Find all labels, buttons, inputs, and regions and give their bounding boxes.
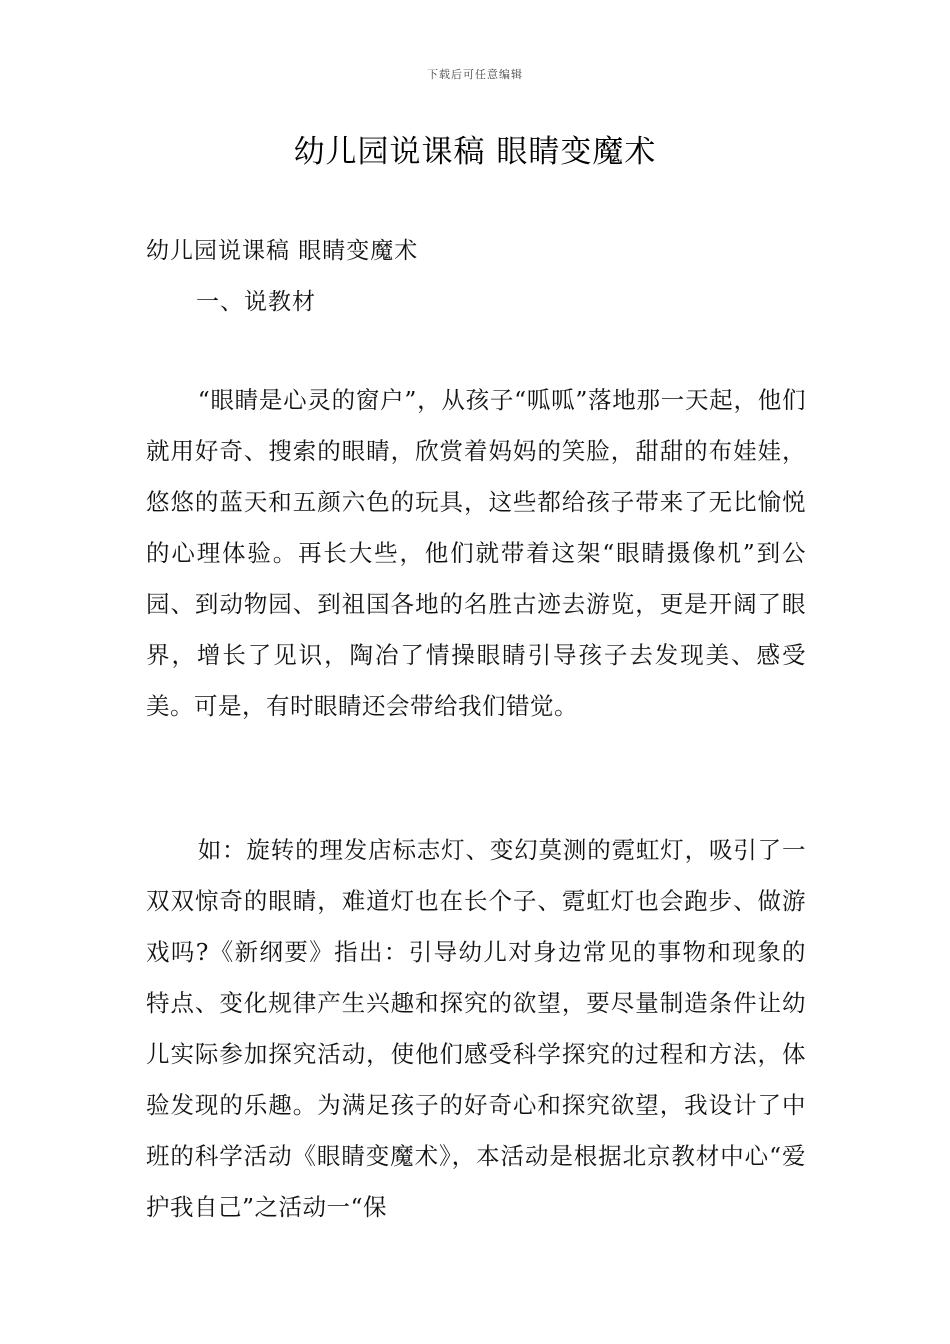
body-paragraph-2: 如：旋转的理发店标志灯、变幻莫测的霓虹灯，吸引了一双双惊奇的眼睛，难道灯也在长个子、霓虹灯也会跑步、做游戏吗?《新纲要》指出：引导幼儿对身边常见的事物和现象的特点、变化规律产生兴趣和探究的欲望，要尽量制造条件让幼儿实际参加探究活动，使他们感受科学探究的过程和方法，体验发现的乐趣。为满足孩子的好奇心和探究欲望，我设计了中班的科学活动《眼睛变魔术》，本活动是根据北京教材中心“爱护我自己”之活动一“保 xyxy=(146,836,806,1221)
body-paragraph-1: “眼睛是心灵的窗户”，从孩子“呱呱”落地那一天起，他们就用好奇、搜索的眼睛，欣赏着妈妈的笑脸，甜甜的布娃娃，悠悠的蓝天和五颜六色的玩具，这些都给孩子带来了无比愉悦的心理体验。再长大些，他们就带着这架“眼睛摄像机”到公园、到动物园、到祖国各地的名胜古迹去游览，更是开阔了眼界，增长了见识，陶冶了情操眼睛引导孩子去发现美、感受美。可是，有时眼睛还会带给我们错觉。 xyxy=(146,386,806,720)
document-title: 幼儿园说课稿 眼睛变魔术 xyxy=(293,134,657,170)
document-subtitle: 幼儿园说课稿 眼睛变魔术 xyxy=(146,238,419,264)
section-heading: 一、说教材 xyxy=(196,289,316,315)
header-note: 下载后可任意编辑 xyxy=(427,68,523,81)
